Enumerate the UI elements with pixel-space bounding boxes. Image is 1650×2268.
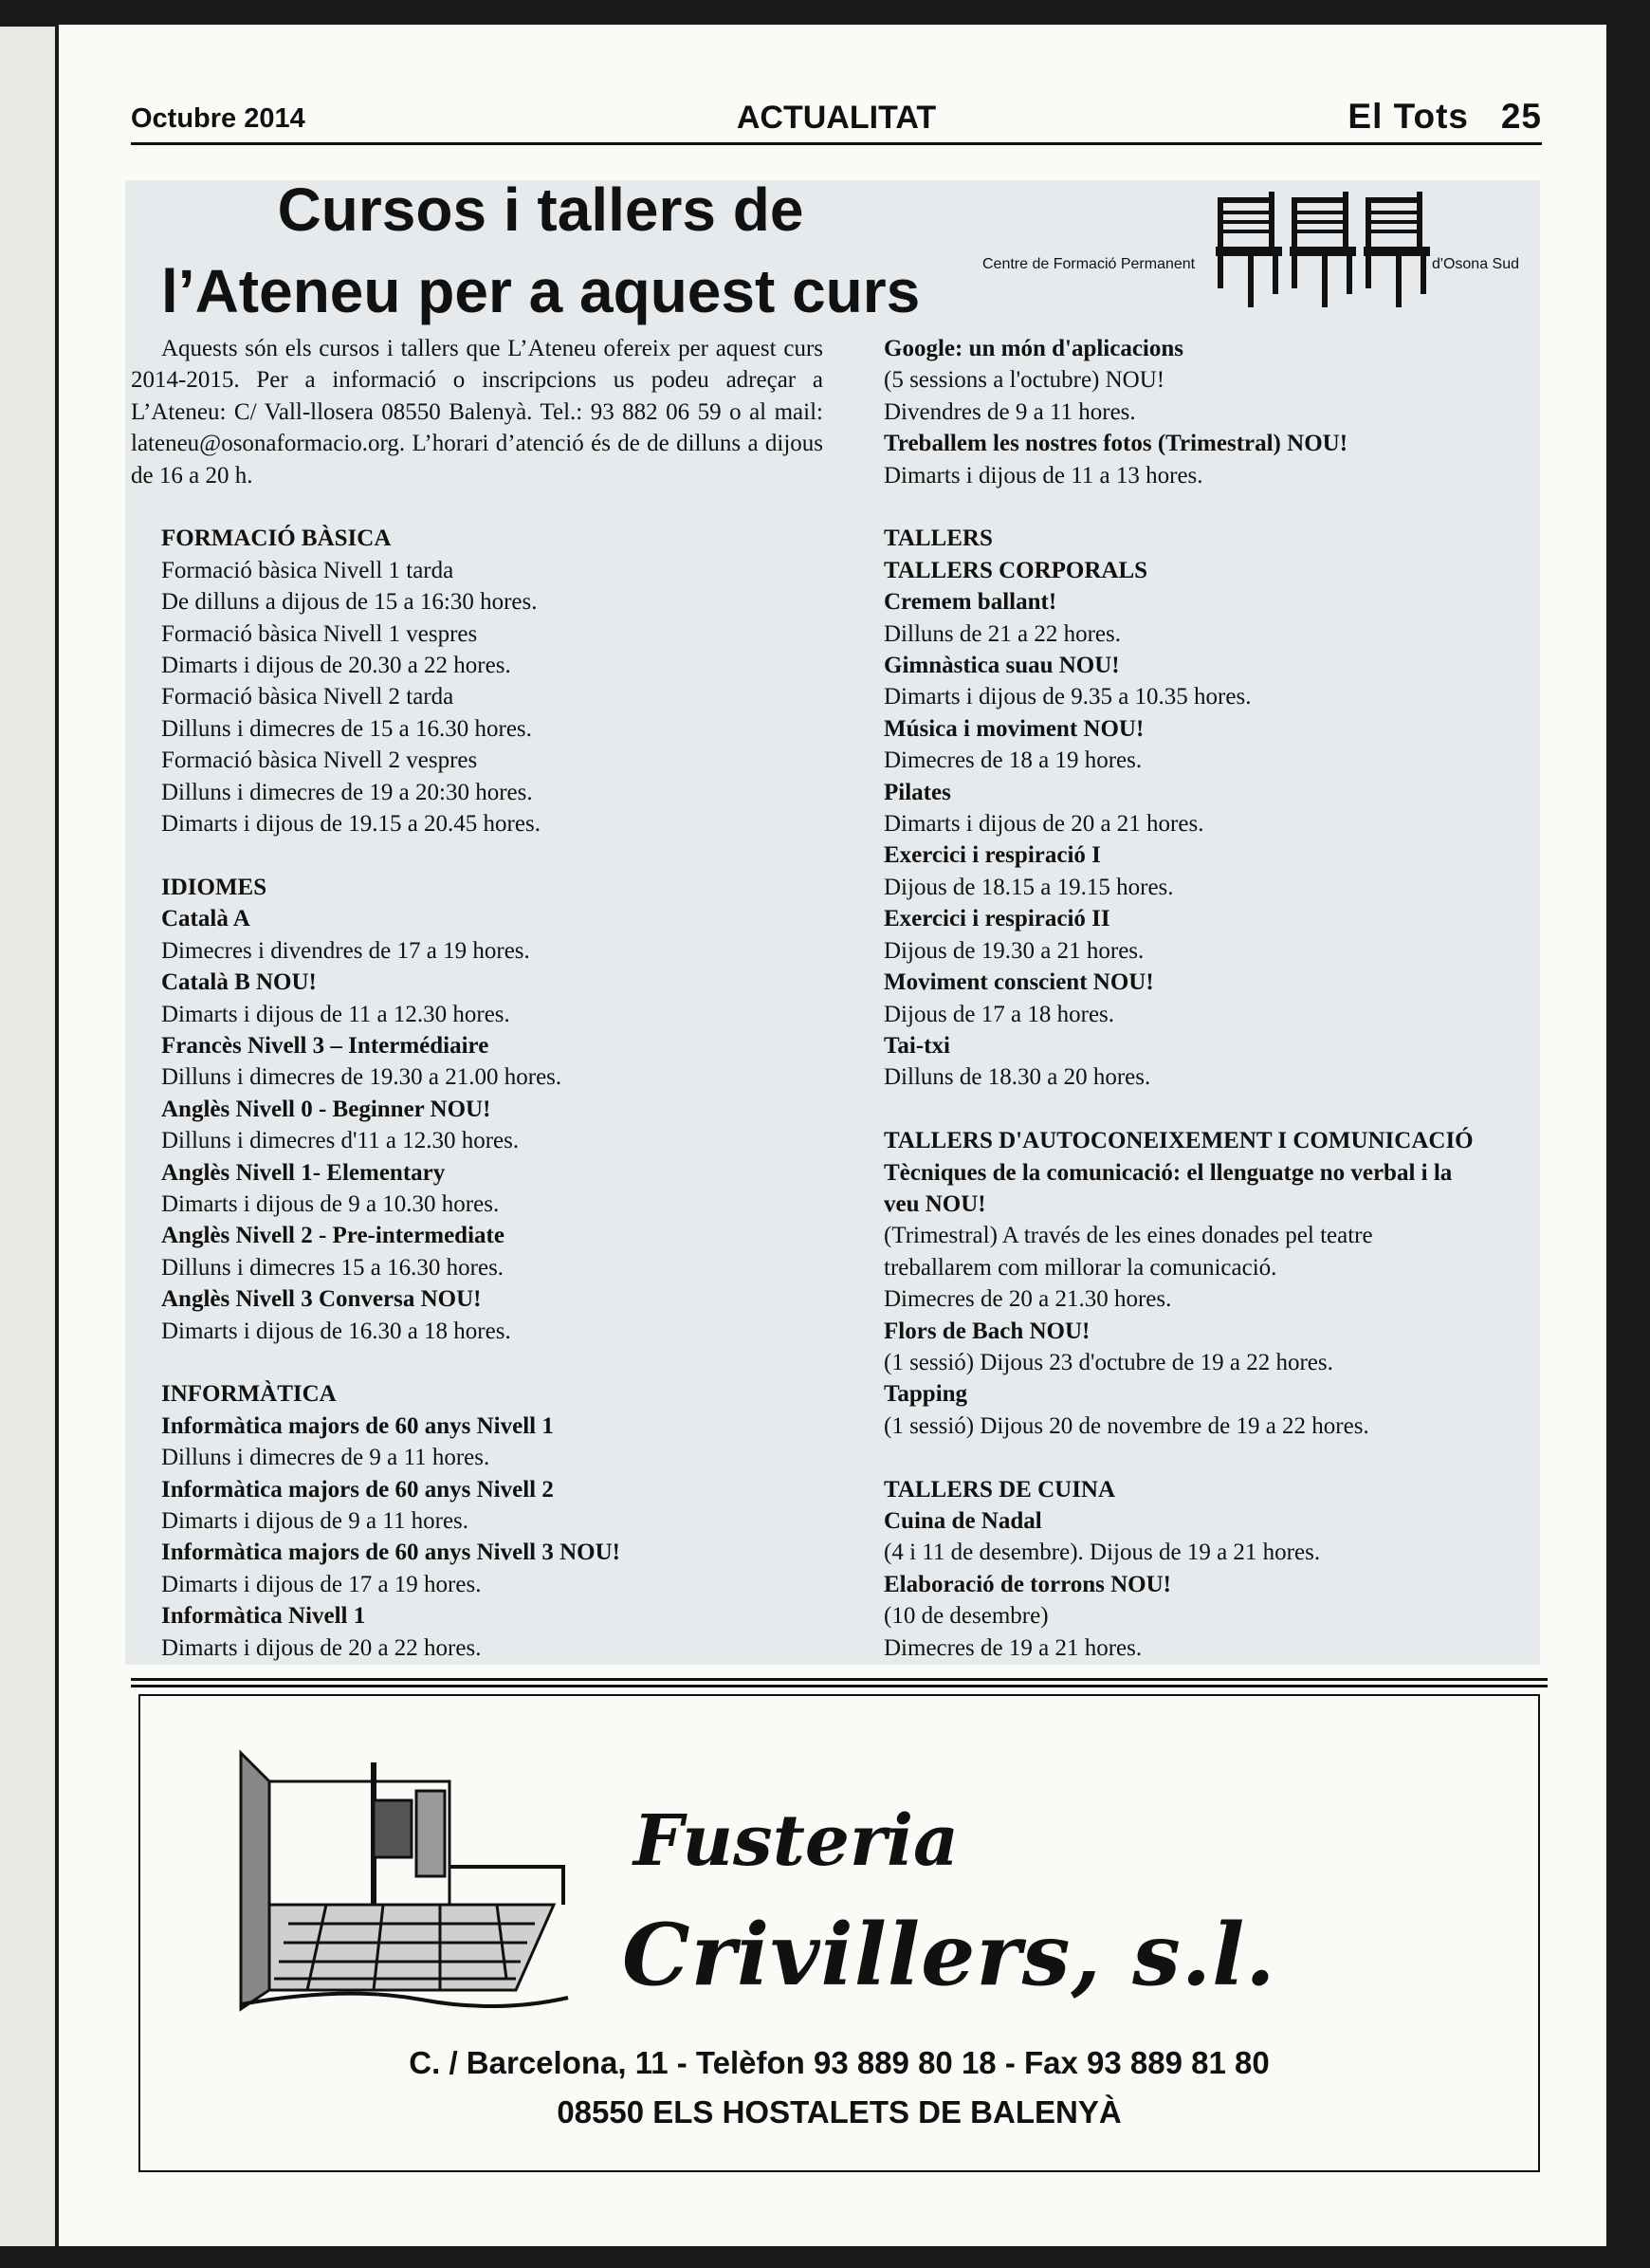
subsection-heading: TALLERS DE CUINA bbox=[884, 1476, 1116, 1503]
course-time: Dimarts i dijous de 9.35 a 10.35 hores. bbox=[884, 684, 1252, 710]
course-time: Dilluns i dimecres d'11 a 12.30 hores. bbox=[161, 1128, 520, 1154]
course-name: Català A bbox=[161, 906, 250, 932]
course-time: Dilluns i dimecres de 9 a 11 hores. bbox=[161, 1445, 490, 1471]
course-detail: (Trimestral) A través de les eines donades pel teatre bbox=[884, 1223, 1373, 1249]
course-name: Francès Nivell 3 – Intermédiaire bbox=[161, 1032, 489, 1059]
course-time: Divendres de 9 a 11 hores. bbox=[884, 398, 1136, 425]
section-heading: TALLERS bbox=[884, 526, 993, 552]
course-name: Anglès Nivell 2 - Pre-intermediate bbox=[161, 1223, 504, 1249]
course-time: (4 i 11 de desembre). Dijous de 19 a 21 hores. bbox=[884, 1540, 1321, 1566]
section-heading: FORMACIÓ BÀSICA bbox=[161, 526, 392, 552]
logo-text-right: d'Osona Sud bbox=[1432, 256, 1520, 272]
course-name: Anglès Nivell 1- Elementary bbox=[161, 1159, 446, 1186]
brand-name-line-1: Fusteria bbox=[633, 1800, 960, 1882]
course-detail: treballarem com millorar la comunicació. bbox=[884, 1254, 1277, 1281]
issue-date: Octubre 2014 bbox=[131, 103, 305, 134]
course-time: Dimarts i dijous de 20 a 22 hores. bbox=[161, 1634, 482, 1661]
woodwork-illustration-icon bbox=[231, 1734, 573, 2019]
course-name: Gimnàstica suau NOU! bbox=[884, 653, 1120, 679]
course-time: Dimarts i dijous de 9 a 10.30 hores. bbox=[161, 1190, 500, 1217]
course-time: Dilluns de 18.30 a 20 hores. bbox=[884, 1064, 1151, 1091]
subsection-heading: TALLERS CORPORALS bbox=[884, 557, 1148, 583]
course-time: Dimarts i dijous de 11 a 12.30 hores. bbox=[161, 1001, 510, 1027]
page-number: 25 bbox=[1500, 97, 1542, 136]
course-time: Dimecres de 18 a 19 hores. bbox=[884, 747, 1143, 774]
course-detail: (5 sessions a l'octubre) NOU! bbox=[884, 367, 1165, 394]
course-name: Cuina de Nadal bbox=[884, 1507, 1042, 1534]
ad-address: C. / Barcelona, 11 - Telèfon 93 889 80 18 - Fax 93 889 81 80 bbox=[409, 2045, 1270, 2080]
subsection-heading: TALLERS D'AUTOCONEIXEMENT I COMUNICACIÓ bbox=[884, 1128, 1474, 1154]
course-name: Música i moviment NOU! bbox=[884, 715, 1145, 742]
publication-name bbox=[1348, 97, 1542, 137]
course-time: Dimarts i dijous de 9 a 11 hores. bbox=[161, 1507, 469, 1534]
course-time: Dimecres i divendres de 17 a 19 hores. bbox=[161, 937, 530, 964]
article-title bbox=[161, 169, 977, 332]
fusteria-advertisement bbox=[138, 1694, 1540, 2172]
course-line: Dimarts i dijous de 20.30 a 22 hores. bbox=[161, 653, 511, 679]
course-time: Dilluns de 21 a 22 hores. bbox=[884, 620, 1121, 647]
course-name: Informàtica majors de 60 anys Nivell 1 bbox=[161, 1412, 554, 1439]
course-name: Pilates bbox=[884, 779, 951, 805]
page-header bbox=[131, 97, 1542, 145]
left-column bbox=[131, 333, 823, 1664]
right-column bbox=[884, 333, 1548, 1664]
course-name: Tècniques de la comunicació: el llenguatge no verbal i la bbox=[884, 1159, 1453, 1186]
course-time: (1 sessió) Dijous 20 de novembre de 19 a 22 hores. bbox=[884, 1412, 1369, 1439]
course-line: Dilluns i dimecres de 19 a 20:30 hores. bbox=[161, 779, 533, 805]
course-name: Elaboració de torrons NOU! bbox=[884, 1571, 1171, 1597]
publication-title: El Tots bbox=[1348, 97, 1469, 136]
course-time: Dijous de 19.30 a 21 hores. bbox=[884, 937, 1145, 964]
course-name: Google: un món d'aplicacions bbox=[884, 336, 1184, 361]
divider-rule bbox=[131, 1685, 1548, 1687]
course-name: Tapping bbox=[884, 1381, 968, 1408]
course-time: Dijous de 17 a 18 hores. bbox=[884, 1001, 1115, 1027]
course-name: Anglès Nivell 0 - Beginner NOU! bbox=[161, 1096, 491, 1122]
course-name: Exercici i respiració I bbox=[884, 842, 1101, 869]
course-detail: (10 de desembre) bbox=[884, 1603, 1049, 1630]
course-name: Exercici i respiració II bbox=[884, 906, 1110, 932]
course-line: Dimarts i dijous de 19.15 a 20.45 hores. bbox=[161, 811, 541, 838]
facing-page-edge bbox=[0, 27, 55, 2246]
course-line: Formació bàsica Nivell 1 tarda bbox=[161, 557, 454, 583]
course-line: Dilluns i dimecres de 15 a 16.30 hores. bbox=[161, 715, 532, 742]
course-name: Cremem ballant! bbox=[884, 589, 1057, 616]
course-line: Formació bàsica Nivell 2 tarda bbox=[161, 684, 454, 710]
course-time: (1 sessió) Dijous 23 d'octubre de 19 a 22 hores. bbox=[884, 1349, 1333, 1375]
divider-rule bbox=[131, 1678, 1548, 1681]
course-name: Informàtica majors de 60 anys Nivell 2 bbox=[161, 1476, 554, 1503]
course-line: De dilluns a dijous de 15 a 16:30 hores. bbox=[161, 589, 538, 616]
section-title: ACTUALITAT bbox=[736, 100, 937, 136]
course-time: Dimarts i dijous de 11 a 13 hores. bbox=[884, 462, 1203, 489]
section-heading: IDIOMES bbox=[161, 874, 267, 900]
brand-name-line-2: Crivillers, s.l. bbox=[622, 1905, 1276, 2005]
course-name: Tai-txi bbox=[884, 1032, 950, 1059]
article-title-line-2: l’Ateneu per a aquest curs bbox=[161, 257, 921, 325]
article-title-line-1: Cursos i tallers de bbox=[277, 175, 804, 244]
course-line: Formació bàsica Nivell 2 vespres bbox=[161, 747, 478, 774]
course-time: Dilluns i dimecres 15 a 16.30 hores. bbox=[161, 1254, 504, 1281]
course-name: veu NOU! bbox=[884, 1190, 986, 1217]
chairs-icon bbox=[1212, 192, 1436, 315]
course-time: Dilluns i dimecres de 19.30 a 21.00 hores. bbox=[161, 1064, 562, 1091]
course-name: Flors de Bach NOU! bbox=[884, 1318, 1091, 1344]
logo-text-left: Centre de Formació Permanent bbox=[982, 256, 1196, 272]
course-time: Dimecres de 20 a 21.30 hores. bbox=[884, 1286, 1172, 1313]
course-time: Dimarts i dijous de 17 a 19 hores. bbox=[161, 1571, 482, 1597]
course-name: Català B NOU! bbox=[161, 969, 317, 996]
intro-paragraph: Aquests són els cursos i tallers que L’Ateneu ofereix per aquest curs 2014-2015. Per a informació o inscripcions us podeu adreçar a L’Ateneu: C/ Vall-llosera 08550 Balenyà. Tel.: 93 882 06 59 o al mail: lateneu@osonaformacio.org. L’horari d’atenció és de de dilluns a dijous de 16 a 20 h. bbox=[131, 336, 823, 489]
course-time: Dijous de 18.15 a 19.15 hores. bbox=[884, 874, 1174, 900]
ateneu-logo bbox=[977, 188, 1536, 319]
course-name: Moviment conscient NOU! bbox=[884, 969, 1154, 996]
course-name: Treballem les nostres fotos (Trimestral) NOU! bbox=[884, 431, 1348, 457]
ad-town: 08550 ELS HOSTALETS DE BALENYÀ bbox=[557, 2094, 1122, 2130]
course-line: Formació bàsica Nivell 1 vespres bbox=[161, 620, 478, 647]
course-time: Dimarts i dijous de 16.30 a 18 hores. bbox=[161, 1318, 511, 1344]
formacio-section bbox=[131, 523, 823, 1664]
section-heading: INFORMÀTICA bbox=[161, 1381, 337, 1408]
course-time: Dimarts i dijous de 20 a 21 hores. bbox=[884, 811, 1204, 838]
course-name: Anglès Nivell 3 Conversa NOU! bbox=[161, 1286, 482, 1313]
course-time: Dimecres de 19 a 21 hores. bbox=[884, 1634, 1143, 1661]
course-name: Informàtica Nivell 1 bbox=[161, 1603, 366, 1630]
course-name: Informàtica majors de 60 anys Nivell 3 NOU! bbox=[161, 1540, 620, 1566]
